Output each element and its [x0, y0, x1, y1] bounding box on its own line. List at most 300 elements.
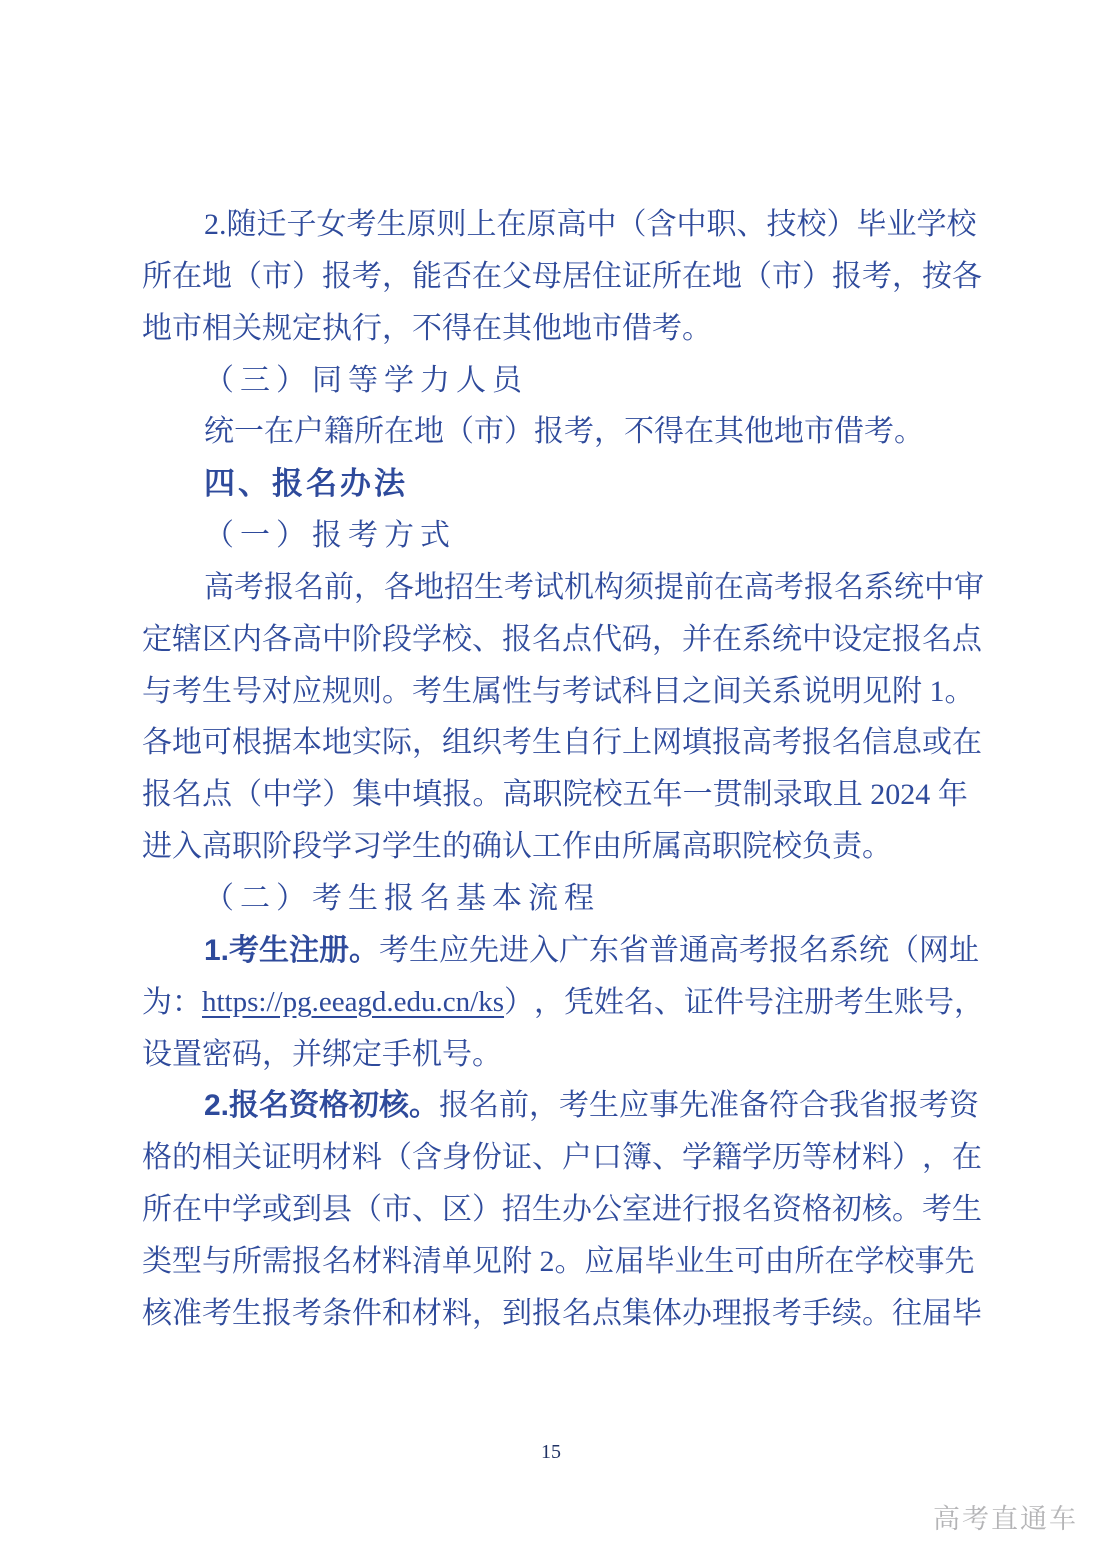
text-segment: ：	[172, 985, 202, 1019]
text-segment: 定	[862, 622, 892, 656]
text-segment: （二）考生报名基本流程	[204, 881, 600, 915]
text-segment: 姓	[594, 985, 625, 1019]
text-segment: 设	[832, 622, 862, 656]
text-segment: 或	[922, 726, 952, 760]
text-segment: 代	[592, 622, 622, 656]
text-segment: 报	[264, 570, 294, 604]
text-segment: 在	[824, 1244, 855, 1278]
text-segment: 格	[319, 1089, 350, 1123]
text-segment: 各	[952, 259, 982, 293]
text-segment: 生	[202, 674, 232, 708]
text-segment: 到	[292, 1193, 322, 1227]
text-segment: 前	[499, 1089, 530, 1123]
text-segment: 簿	[622, 1141, 652, 1175]
text-segment: 统	[859, 933, 890, 967]
text-segment: 毕	[856, 208, 887, 241]
text-segment: 系	[742, 622, 772, 656]
text-segment: 省	[619, 933, 650, 967]
text-segment: 考	[504, 570, 534, 604]
text-segment: 应	[292, 674, 322, 708]
text-segment: 与	[532, 674, 562, 708]
text-segment: 学	[412, 622, 442, 656]
text-segment: 校	[946, 208, 977, 241]
text-line	[142, 925, 980, 977]
text-segment: 事	[649, 1089, 680, 1123]
text-segment: 毕	[644, 1244, 675, 1278]
text-segment: 名	[562, 1296, 592, 1330]
text-segment: 名	[742, 1193, 772, 1227]
text-segment: 2.	[204, 1089, 230, 1123]
text-segment: 毕	[952, 1296, 982, 1330]
text-line	[142, 458, 968, 510]
text-segment: 。	[409, 1089, 440, 1123]
text-segment: 报	[322, 259, 352, 293]
text-segment: 。	[349, 933, 380, 967]
text-segment: 到	[502, 1296, 532, 1330]
text-segment: 取	[802, 778, 833, 812]
text-segment: 区	[442, 1193, 472, 1227]
text-segment: 否	[442, 259, 472, 293]
text-segment: 集	[622, 1296, 652, 1330]
text-segment: 构	[594, 570, 624, 604]
text-segment: 广	[559, 933, 590, 967]
text-segment: 点	[562, 622, 592, 656]
text-segment: ）	[322, 778, 353, 812]
text-segment: 报	[262, 1296, 292, 1330]
text-segment: 行	[592, 726, 622, 760]
text-segment: 区	[202, 622, 232, 656]
text-segment: 室	[622, 1193, 652, 1227]
text-segment: 学	[292, 778, 323, 812]
text-segment: 、	[736, 208, 767, 241]
text-segment: 名	[922, 622, 952, 656]
text-segment: 考	[559, 1089, 590, 1123]
text-segment: 名	[259, 1089, 290, 1123]
text-segment: 资	[289, 1089, 320, 1123]
text-segment: 实	[352, 726, 382, 760]
text-segment: 考	[922, 1193, 952, 1227]
text-segment: 住	[592, 259, 622, 293]
text-segment: 中	[262, 778, 293, 812]
text-segment: 号	[924, 985, 955, 1019]
text-line	[142, 562, 984, 614]
text-segment: 考	[202, 1296, 232, 1330]
text-segment: 职	[706, 208, 737, 241]
text-segment: 考	[379, 933, 410, 967]
text-segment: 资	[949, 1089, 980, 1123]
text-segment: 报	[229, 1089, 260, 1123]
text-line	[142, 406, 968, 458]
text-segment: 料	[862, 1141, 892, 1175]
text-segment: 网	[919, 933, 950, 967]
text-segment: ）	[472, 1193, 502, 1227]
text-segment: ，	[382, 259, 412, 293]
text-line	[142, 355, 968, 407]
text-segment: 考	[774, 570, 804, 604]
text-segment: 、	[532, 1141, 562, 1175]
text-line	[142, 199, 977, 251]
text-segment: （一）报考方式	[204, 519, 456, 553]
text-segment: 账	[894, 985, 925, 1019]
text-segment: 名	[832, 726, 862, 760]
text-segment: 报	[142, 778, 172, 812]
text-segment: 册	[804, 985, 835, 1019]
text-segment: 应	[619, 1089, 650, 1123]
text-segment: 点	[592, 1296, 622, 1330]
text-segment: 见	[472, 1244, 502, 1278]
watermark-logo: 高考直通车	[933, 1504, 1078, 1534]
text-segment: 填	[682, 726, 712, 760]
text-segment: 且	[832, 778, 863, 812]
text-segment: 市	[382, 1193, 412, 1227]
text-segment: 考	[172, 674, 202, 708]
text-segment: 材	[832, 1141, 862, 1175]
text-segment: 报	[292, 1244, 322, 1278]
text-line	[142, 977, 985, 1029]
text-segment: 报	[769, 933, 800, 967]
text-segment: 材	[352, 1244, 382, 1278]
text-segment: 码	[622, 622, 652, 656]
text-segment: 附	[892, 674, 922, 708]
text-segment: 业	[886, 208, 917, 241]
text-segment: 规	[322, 674, 352, 708]
text-segment: 在	[712, 622, 742, 656]
text-segment: 根	[232, 726, 262, 760]
text-segment: 口	[592, 1141, 622, 1175]
text-segment: 件	[352, 1296, 382, 1330]
text-segment: 信	[862, 726, 892, 760]
text-segment: 招	[502, 1193, 532, 1227]
text-segment: 准	[709, 1089, 740, 1123]
text-segment: 考	[234, 570, 264, 604]
text-segment: 地	[202, 259, 232, 293]
text-segment: 本	[292, 726, 322, 760]
text-segment: 的	[172, 1141, 202, 1175]
text-segment: 含	[646, 208, 677, 241]
text-segment: 设置密码，并绑定手机号。	[142, 1037, 502, 1071]
text-segment: 考	[412, 674, 442, 708]
text-segment: 办	[682, 1296, 712, 1330]
text-segment: 名	[322, 1244, 352, 1278]
text-segment: 高	[742, 726, 772, 760]
text-segment: 址	[949, 933, 980, 967]
text-segment: 学	[916, 208, 947, 241]
text-segment: 上	[622, 726, 652, 760]
text-segment: 号	[232, 674, 262, 708]
text-segment: 见	[862, 674, 892, 708]
text-segment: 、	[654, 985, 685, 1019]
text-segment: 业	[674, 1244, 705, 1278]
text-segment: 生	[474, 570, 504, 604]
text-segment: 名	[294, 570, 324, 604]
text-segment: 考	[229, 933, 260, 967]
text-segment: 审	[954, 570, 984, 604]
text-segment: 先	[944, 1244, 975, 1278]
text-segment: 校	[796, 208, 827, 241]
text-segment: 高	[502, 778, 533, 812]
text-segment: 填	[412, 778, 443, 812]
text-segment: 。	[862, 1296, 892, 1330]
text-segment: 应	[439, 933, 470, 967]
text-segment: 。	[944, 674, 975, 708]
text-segment: 条	[322, 1296, 352, 1330]
text-segment: 由	[764, 1244, 795, 1278]
text-segment: 生	[259, 933, 290, 967]
text-segment: 地市相关规定执行，不得在其他地市借考。	[142, 311, 712, 345]
text-segment: 报	[532, 1296, 562, 1330]
text-segment: 对	[262, 674, 292, 708]
text-segment: 高	[556, 208, 587, 241]
text-segment: 核	[142, 1296, 172, 1330]
text-segment: 高	[204, 570, 234, 604]
text-segment: 料	[352, 1141, 382, 1175]
text-segment: 考	[834, 985, 865, 1019]
registration-url-link[interactable]: https://pg.eeagd.edu.cn/ks	[202, 985, 505, 1018]
text-segment: 与	[142, 674, 172, 708]
text-segment: ，	[412, 726, 442, 760]
text-segment: 份	[472, 1141, 502, 1175]
text-segment: 考	[562, 674, 592, 708]
text-segment: ，	[652, 622, 682, 656]
text-line	[142, 1288, 982, 1340]
text-segment: 注	[289, 933, 320, 967]
text-segment: ）	[802, 259, 832, 293]
text-line	[142, 1236, 975, 1288]
text-segment: 入	[529, 933, 560, 967]
text-segment: 试	[534, 570, 564, 604]
text-segment: 等	[802, 1141, 832, 1175]
text-segment: 户	[562, 1141, 592, 1175]
text-segment: 生	[952, 1193, 982, 1227]
text-segment: 核	[379, 1089, 410, 1123]
text-segment: 附	[502, 1244, 532, 1278]
text-segment: 生	[704, 1244, 735, 1278]
text-segment: 续	[832, 1296, 862, 1330]
text-segment: 办	[562, 1193, 592, 1227]
text-segment: ）	[504, 985, 535, 1019]
text-segment: 格	[142, 1141, 172, 1175]
text-line	[142, 873, 968, 925]
text-segment: 名	[469, 1089, 500, 1123]
page-number: 15	[541, 1441, 561, 1463]
text-segment: 阶	[352, 622, 382, 656]
text-segment: （	[352, 1193, 382, 1227]
text-segment: 进	[499, 933, 530, 967]
text-segment: 年	[652, 778, 683, 812]
text-segment: 据	[262, 726, 292, 760]
text-segment: 2024	[870, 778, 931, 812]
text-segment: 须	[624, 570, 654, 604]
text-segment: 届	[922, 1296, 952, 1330]
text-line	[142, 1184, 982, 1236]
text-segment: 2	[539, 1244, 555, 1278]
text-segment	[532, 1236, 540, 1288]
text-segment: 组	[442, 726, 472, 760]
text-segment: 中	[382, 778, 413, 812]
text-segment: 我	[829, 1089, 860, 1123]
text-segment: 职	[532, 778, 563, 812]
text-line	[142, 1132, 982, 1184]
text-segment: 件	[714, 985, 745, 1019]
text-segment: ）	[826, 208, 857, 241]
text-line	[142, 666, 975, 718]
text-segment: 所	[794, 1244, 825, 1278]
text-segment: 上	[466, 208, 497, 241]
text-segment: 料	[382, 1244, 412, 1278]
text-segment: 所	[652, 259, 682, 293]
text-line	[142, 251, 982, 303]
text-segment: ）	[292, 259, 322, 293]
text-segment: 。	[554, 1244, 585, 1278]
text-segment: 。	[892, 1193, 922, 1227]
text-segment: 系	[772, 674, 802, 708]
text-segment: 网	[652, 726, 682, 760]
text-segment: 体	[652, 1296, 682, 1330]
text-segment: 原	[526, 208, 557, 241]
text-segment: 名	[532, 622, 562, 656]
document-body	[142, 199, 985, 1340]
text-segment: 证	[262, 1141, 292, 1175]
text-segment: 所	[232, 1244, 262, 1278]
text-segment: 辖	[172, 622, 202, 656]
text-line	[142, 1080, 980, 1132]
text-segment: 初	[832, 1193, 862, 1227]
text-segment: 在	[496, 208, 527, 241]
text-segment: 明	[832, 674, 862, 708]
text-segment: 1	[929, 674, 945, 708]
text-segment: 学	[854, 1244, 885, 1278]
text-segment: ，	[922, 1141, 952, 1175]
text-segment: 生	[532, 726, 562, 760]
text-segment: 册	[319, 933, 350, 967]
text-segment	[922, 666, 930, 718]
text-segment: 则	[352, 674, 382, 708]
text-segment: 间	[712, 674, 742, 708]
text-segment: 中	[802, 622, 832, 656]
text-line	[142, 614, 982, 666]
text-segment: 中	[924, 570, 954, 604]
text-segment: 材	[322, 1141, 352, 1175]
text-line	[142, 769, 968, 821]
text-segment: 在	[472, 259, 502, 293]
text-segment: 进	[652, 1193, 682, 1227]
text-segment: 迁	[256, 208, 287, 241]
text-segment: 能	[412, 259, 442, 293]
text-segment: 考	[772, 726, 802, 760]
text-segment: 前	[324, 570, 354, 604]
text-segment: 进入高职阶段学习学生的确认工作由所属高职院校负责。	[142, 830, 892, 864]
text-segment: 证	[622, 259, 652, 293]
text-line	[142, 303, 968, 355]
text-segment: 身	[442, 1141, 472, 1175]
text-segment: 报	[832, 259, 862, 293]
text-segment: 学	[232, 1193, 262, 1227]
text-segment: 提	[654, 570, 684, 604]
text-segment: 先	[679, 1089, 710, 1123]
text-segment: 号	[744, 985, 775, 1019]
text-segment: 省	[859, 1089, 890, 1123]
text-segment: 或	[262, 1193, 292, 1227]
text-segment: ，	[529, 1089, 560, 1123]
text-segment: 试	[592, 674, 622, 708]
text-segment: 居	[562, 259, 592, 293]
text-segment: 考	[292, 1296, 322, 1330]
text-segment: 技	[766, 208, 797, 241]
text-segment: 考	[502, 726, 532, 760]
text-segment: 在	[952, 1141, 982, 1175]
text-segment: 前	[684, 570, 714, 604]
text-segment: 县	[322, 1193, 352, 1227]
text-segment: 名	[834, 570, 864, 604]
text-segment: 考	[772, 1296, 802, 1330]
text-segment: 清	[412, 1244, 442, 1278]
text-segment: 届	[614, 1244, 645, 1278]
text-segment: 单	[442, 1244, 472, 1278]
text-segment: 属	[472, 674, 502, 708]
text-segment: 1.	[204, 933, 230, 967]
text-segment: 生	[864, 985, 895, 1019]
text-segment: 高	[744, 570, 774, 604]
text-segment: 息	[892, 726, 922, 760]
text-segment: 、	[652, 1141, 682, 1175]
text-segment: 所	[142, 1193, 172, 1227]
text-segment: 东	[589, 933, 620, 967]
text-segment	[863, 769, 871, 821]
text-segment: 内	[232, 622, 262, 656]
text-segment: 际	[382, 726, 412, 760]
text-segment: ，	[534, 985, 565, 1019]
text-segment: （	[232, 778, 263, 812]
text-line	[142, 717, 982, 769]
text-segment: 公	[592, 1193, 622, 1227]
text-segment: 材	[412, 1296, 442, 1330]
text-segment: 事	[914, 1244, 945, 1278]
text-segment: 地	[322, 726, 352, 760]
text-segment: 、	[472, 622, 502, 656]
text-segment: 报	[889, 1089, 920, 1123]
text-segment: （	[742, 259, 772, 293]
text-segment: 则	[436, 208, 467, 241]
text-segment: 通	[679, 933, 710, 967]
text-segment: 女	[316, 208, 347, 241]
text-line	[142, 821, 968, 873]
text-segment: 之	[682, 674, 712, 708]
text-line	[142, 510, 968, 562]
text-segment: （	[382, 1141, 412, 1175]
text-segment: 普	[649, 933, 680, 967]
text-segment: 关	[742, 674, 772, 708]
text-segment: 点	[952, 622, 982, 656]
text-segment: 五	[622, 778, 653, 812]
text-segment: 备	[739, 1089, 770, 1123]
text-segment: 类	[142, 1244, 172, 1278]
text-segment: 点	[202, 778, 233, 812]
text-segment: 各	[262, 622, 292, 656]
text-segment: 制	[742, 778, 773, 812]
text-segment: ）	[892, 1141, 922, 1175]
text-segment: 学	[742, 1141, 772, 1175]
text-segment: 可	[202, 726, 232, 760]
text-segment: 在	[952, 726, 982, 760]
text-segment: 生	[442, 674, 472, 708]
text-segment: 报	[502, 622, 532, 656]
text-segment: 统	[772, 622, 802, 656]
text-segment: 报	[892, 622, 922, 656]
text-segment: 相	[202, 1141, 232, 1175]
text-segment: ，	[354, 570, 384, 604]
text-segment: （	[616, 208, 647, 241]
text-segment: 统	[894, 570, 924, 604]
